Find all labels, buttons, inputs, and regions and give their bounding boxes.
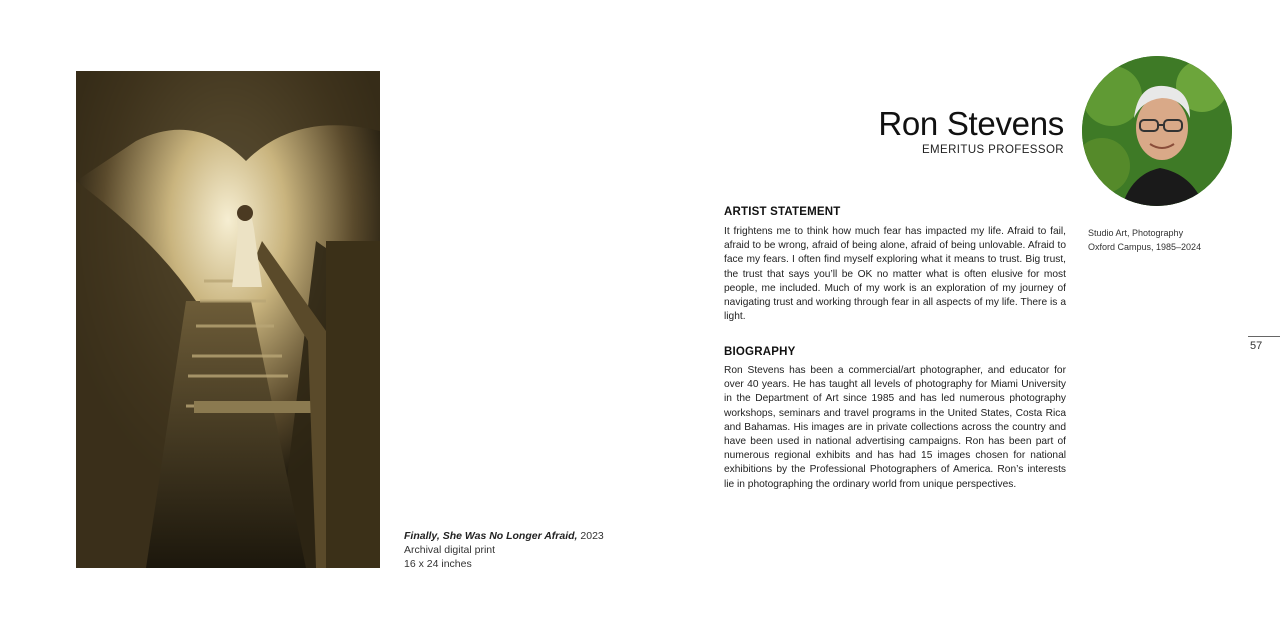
biography-heading: BIOGRAPHY bbox=[724, 346, 796, 358]
page-number-rule bbox=[1248, 336, 1280, 337]
artist-role: EMERITUS PROFESSOR bbox=[921, 144, 1064, 156]
artwork-title: Finally, She Was No Longer Afraid, bbox=[404, 530, 578, 542]
artwork-caption bbox=[404, 529, 604, 571]
artwork-year: 2023 bbox=[580, 530, 604, 542]
artist-meta bbox=[1088, 226, 1201, 254]
artwork-photo bbox=[76, 71, 380, 568]
artwork-medium: Archival digital print bbox=[404, 544, 496, 556]
artist-portrait bbox=[1082, 56, 1232, 206]
biography-text: Ron Stevens has been a commercial/art photographer, and educator for over 40 years. He has taught all levels of photography for Miami University in the Department of Art since 1985 and has led numerous photography workshops, seminars and travel programs in the United States, Costa Rica and Bahamas. His images are in private collections across the country and have been used in national advertising campaigns. Ron has been part of numerous regional exhibits and has had 15 images chosen for national exhibitions by the Professional Photographers of America. Ron’s interests lie in photographing the ordinary world from unique perspectives. bbox=[724, 365, 1066, 490]
artist-campus: Oxford Campus, 1985–2024 bbox=[1088, 242, 1202, 252]
artist-discipline: Studio Art, Photography bbox=[1088, 228, 1184, 238]
forest-stairs-image bbox=[76, 71, 380, 568]
artwork-size: 16 x 24 inches bbox=[404, 558, 472, 570]
statement-heading: ARTIST STATEMENT bbox=[724, 206, 841, 218]
statement-text: It frightens me to think how much fear has impacted my life. Afraid to fail, afraid to be wrong, afraid of being alone, afraid of being unlovable. Afraid to face my fears. I often find myself exploring what it means to trust. Big trust, the trust that says you’ll be OK no matter what is often elusive for most people, me included. Much of my work is an exploration of my journey of navigating trust and working through fear in all aspects of my life. There is a light. bbox=[724, 226, 1066, 323]
page-number: 57 bbox=[1250, 340, 1263, 352]
portrait-image bbox=[1082, 56, 1232, 206]
artist-name: Ron Stevens bbox=[878, 105, 1064, 142]
